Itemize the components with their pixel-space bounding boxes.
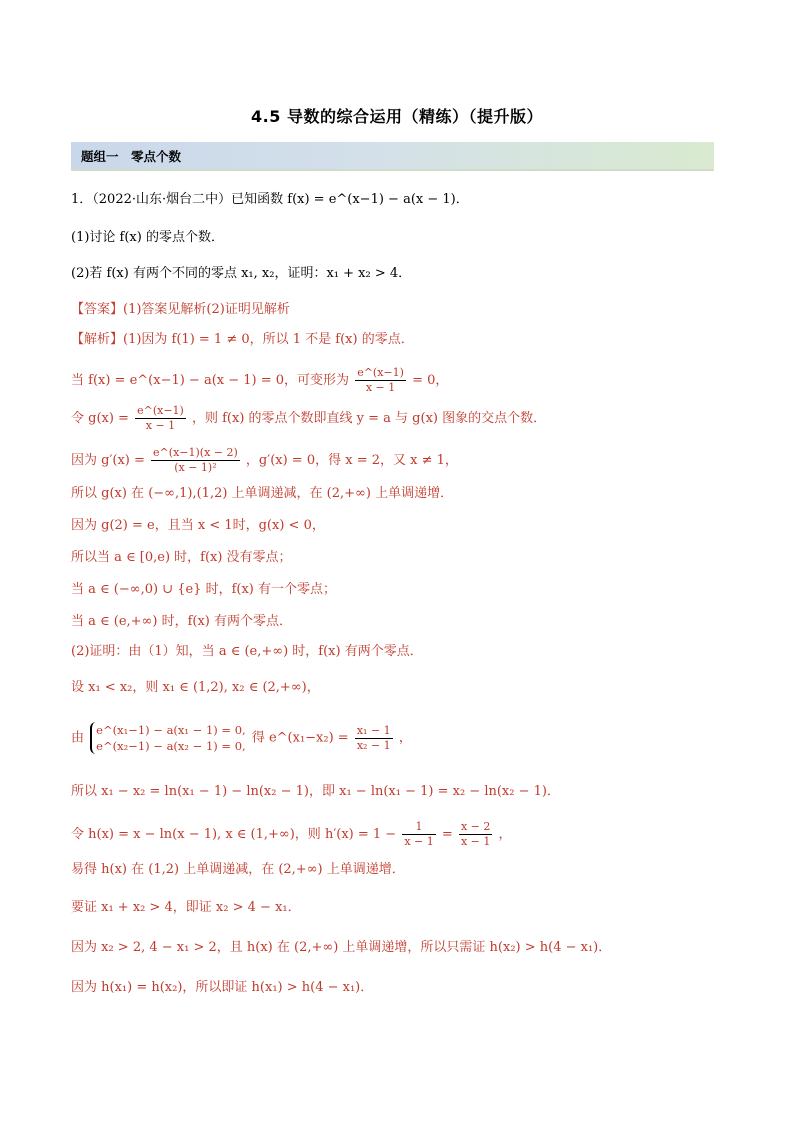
text: ，: [498, 827, 512, 842]
text: ，: [398, 730, 412, 746]
solution-text: 【解析】(1)因为 f(1) = 1 ≠ 0，所以 1 不是 f(x) 的零点．: [71, 332, 414, 347]
text: 当 f(x) = e^(x−1) − a(x − 1) = 0，可变形为: [71, 373, 350, 388]
text: 令 g(x) =: [71, 411, 129, 426]
text: 得 e^(x₁−x₂) =: [251, 730, 349, 746]
text: 令 h(x) = x − ln(x − 1), x ∈ (1,+∞)，则 h′(x) = 1 −: [71, 827, 397, 842]
solution-line-16: 要证 x₁ + x₂ > 4，即证 x₂ > 4 − x₁．: [71, 900, 301, 915]
solution-line-8: 当 a ∈ (−∞,0) ∪ {e} 时，f(x) 有一个零点；: [71, 582, 336, 597]
text: ，g′(x) = 0，得 x = 2，又 x ≠ 1，: [245, 453, 458, 468]
solution-line-2: [71, 366, 448, 395]
solution-line-9: 当 a ∈ (e,+∞) 时，f(x) 有两个零点．: [71, 614, 293, 629]
numerator: x − 2: [460, 820, 491, 833]
equation-2: e^(x₂−1) − a(x₂ − 1) = 0,: [96, 739, 246, 753]
solution-line-12: [71, 722, 412, 754]
text: =: [441, 827, 453, 842]
fraction: [355, 366, 406, 395]
solution-line-18: 因为 h(x₁) = h(x₂)，所以即证 h(x₁) > h(4 − x₁)．: [71, 980, 374, 995]
numerator: 1: [402, 820, 435, 835]
fraction: [355, 724, 393, 753]
equation-1: e^(x₁−1) − a(x₁ − 1) = 0,: [96, 723, 246, 737]
numerator: x₁ − 1: [356, 723, 391, 737]
answer-line: 【答案】(1)答案见解析(2)证明见解析: [71, 302, 290, 317]
section-header: [71, 142, 714, 171]
denominator: x − 1: [365, 381, 396, 394]
section-header-label: 题组一 零点个数: [81, 149, 182, 164]
fraction: [459, 820, 492, 849]
solution-line-4: [71, 446, 458, 475]
solution-line-10: (2)证明：由（1）知，当 a ∈ (e,+∞) 时，f(x) 有两个零点．: [71, 644, 423, 659]
fraction: [151, 446, 240, 475]
page-title: 4.5 导数的综合运用（精练）（提升版）: [251, 107, 543, 126]
text: 由: [71, 730, 85, 746]
solution-line-17: 因为 x₂ > 2, 4 − x₁ > 2，且 h(x) 在 (2,+∞) 上单调递增，所以只需证 h(x₂) > h(4 − x₁)．: [71, 940, 612, 955]
text: 因为 g′(x) =: [71, 453, 145, 468]
denominator: (x − 1)²: [174, 461, 217, 474]
denominator: x − 1: [145, 419, 176, 432]
solution-line-3: [71, 404, 546, 433]
solution-line-1: [71, 330, 414, 350]
solution-line-14: [71, 820, 512, 849]
solution-line-15: 易得 h(x) 在 (1,2) 上单调递减，在 (2,+∞) 上单调递增．: [71, 862, 405, 877]
problem-statement: 1．（2022·山东·烟台二中）已知函数 f(x) = e^(x−1) − a(x − 1)．: [71, 192, 469, 207]
sub-question-1: (1)讨论 f(x) 的零点个数．: [71, 230, 224, 245]
numerator: e^(x−1)(x − 2): [153, 446, 238, 459]
equation-system: [90, 722, 246, 754]
fraction: [402, 820, 435, 849]
fraction: [135, 404, 186, 433]
solution-line-5: 所以 g(x) 在 (−∞,1),(1,2) 上单调递减，在 (2,+∞) 上单调递增．: [71, 486, 454, 501]
text: = 0，: [412, 373, 449, 388]
numerator: e^(x−1): [357, 366, 404, 379]
sub-question-2: (2)若 f(x) 有两个不同的零点 x₁, x₂，证明：x₁ + x₂ > 4．: [71, 266, 412, 281]
denominator: x₂ − 1: [356, 738, 391, 752]
denominator: x − 1: [460, 835, 491, 848]
solution-line-7: 所以当 a ∈ [0,e) 时，f(x) 没有零点；: [71, 550, 292, 565]
numerator: e^(x−1): [137, 404, 184, 417]
solution-line-6: 因为 g(2) = e，且当 x < 1时，g(x) < 0，: [71, 518, 325, 533]
solution-line-13: 所以 x₁ − x₂ = ln(x₁ − 1) − ln(x₂ − 1)，即 x₁ − ln(x₁ − 1) = x₂ − ln(x₂ − 1)．: [71, 784, 560, 799]
text: ，则 f(x) 的零点个数即直线 y = a 与 g(x) 图象的交点个数．: [191, 411, 547, 426]
denominator: x − 1: [404, 835, 434, 848]
solution-line-11: 设 x₁ < x₂，则 x₁ ∈ (1,2), x₂ ∈ (2,+∞)，: [71, 680, 320, 695]
